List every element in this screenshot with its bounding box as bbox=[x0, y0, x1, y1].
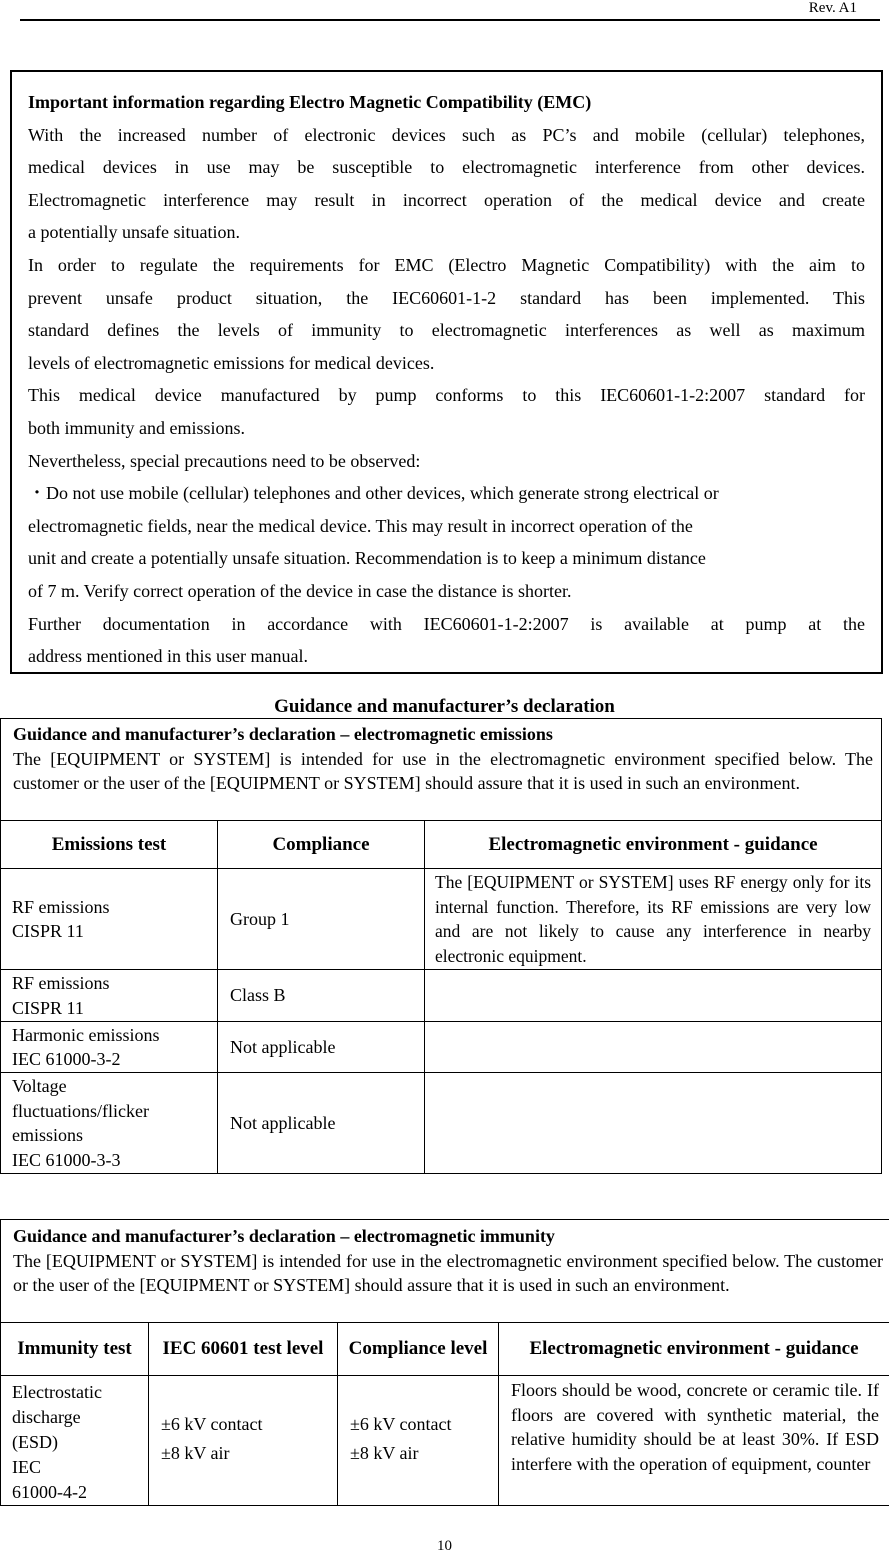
emc-line: Further documentation in accordance with IEC60601-1-2:2007 is available at pump at the bbox=[28, 608, 865, 641]
emissions-table bbox=[0, 718, 882, 1174]
emc-box-title: Important information regarding Electro Magnetic Compatibility (EMC) bbox=[28, 86, 865, 119]
cell-line: ±8 kV air bbox=[161, 1439, 333, 1468]
emc-line: standard defines the levels of immunity to electromagnetic interferences as well as maximum bbox=[28, 314, 865, 347]
cell-line: ±6 kV contact bbox=[161, 1410, 333, 1439]
cell-line: emissions bbox=[12, 1123, 217, 1148]
compliance-cell: Not applicable bbox=[218, 1022, 425, 1073]
cell-line: discharge bbox=[12, 1405, 144, 1430]
emc-line: Nevertheless, special precautions need to be observed: bbox=[28, 445, 865, 478]
cell-line: IEC 61000-3-3 bbox=[12, 1148, 217, 1173]
cell-line: IEC 61000-3-2 bbox=[12, 1047, 217, 1072]
immunity-table-title: Guidance and manufacturer’s declaration – electromagnetic immunity bbox=[13, 1224, 883, 1249]
cell-line: ±6 kV contact bbox=[350, 1410, 494, 1439]
guidance-cell bbox=[425, 1022, 882, 1073]
column-header: Compliance level bbox=[338, 1323, 499, 1376]
cell-line: Electrostatic bbox=[12, 1380, 144, 1405]
emc-line: prevent unsafe product situation, the IEC60601-1-2 standard has been implemented. This bbox=[28, 282, 865, 315]
compliance-cell: Group 1 bbox=[218, 869, 425, 970]
cell-line: fluctuations/flicker bbox=[12, 1099, 217, 1124]
test-level-cell bbox=[149, 1376, 338, 1506]
guidance-cell: The [EQUIPMENT or SYSTEM] uses RF energy only for its internal function. Therefore, its RF emissions are very low and are not likely to cause any interference in nearby electronic equipment. bbox=[425, 869, 882, 970]
column-header: Immunity test bbox=[1, 1323, 149, 1376]
emc-line: Electromagnetic interference may result in incorrect operation of the medical device and create bbox=[28, 184, 865, 217]
cell-line: IEC bbox=[12, 1455, 144, 1480]
table-row bbox=[1, 1073, 882, 1174]
compliance-level-cell bbox=[338, 1376, 499, 1506]
emissions-table-intro bbox=[1, 719, 882, 821]
emc-line: With the increased number of electronic devices such as PC’s and mobile (cellular) telephones, bbox=[28, 119, 865, 152]
emissions-test-cell bbox=[1, 1022, 218, 1073]
emissions-test-cell bbox=[1, 869, 218, 970]
immunity-table-intro bbox=[1, 1220, 889, 1323]
cell-line: CISPR 11 bbox=[12, 919, 217, 944]
emc-line: levels of electromagnetic emissions for medical devices. bbox=[28, 347, 865, 380]
emc-line: medical devices in use may be susceptible to electromagnetic interference from other devices. bbox=[28, 151, 865, 184]
table-row bbox=[1, 970, 882, 1022]
table-row bbox=[1, 1022, 882, 1073]
cell-line: Harmonic emissions bbox=[12, 1023, 217, 1048]
cell-line: RF emissions bbox=[12, 971, 217, 996]
emc-line: address mentioned in this user manual. bbox=[28, 640, 865, 673]
emissions-table-title: Guidance and manufacturer’s declaration – electromagnetic emissions bbox=[13, 722, 873, 747]
emc-line: both immunity and emissions. bbox=[28, 412, 865, 445]
cell-line: CISPR 11 bbox=[12, 996, 217, 1021]
table-row bbox=[1, 869, 882, 970]
cell-line: ±8 kV air bbox=[350, 1439, 494, 1468]
emc-line: unit and create a potentially unsafe situation. Recommendation is to keep a minimum distance bbox=[28, 542, 865, 575]
section-heading: Guidance and manufacturer’s declaration bbox=[0, 696, 889, 718]
cell-line: RF emissions bbox=[12, 895, 217, 920]
column-header: Emissions test bbox=[1, 821, 218, 869]
emc-line: a potentially unsafe situation. bbox=[28, 216, 865, 249]
revision-label: Rev. A1 bbox=[809, 0, 857, 17]
page-number: 10 bbox=[0, 1538, 889, 1555]
compliance-cell: Not applicable bbox=[218, 1073, 425, 1174]
emc-line: This medical device manufactured by pump conforms to this IEC60601-1-2:2007 standard for bbox=[28, 379, 865, 412]
guidance-cell: Floors should be wood, concrete or ceramic tile. If floors are covered with synthetic material, the relative humidity should be at least 30%. If ESD interfere with the operation of equipment, counter bbox=[499, 1376, 889, 1506]
cell-line: (ESD) bbox=[12, 1430, 144, 1455]
immunity-test-cell bbox=[1, 1376, 149, 1506]
emc-line: electromagnetic fields, near the medical device. This may result in incorrect operation of the bbox=[28, 510, 865, 543]
header-rule bbox=[20, 19, 880, 21]
column-header: Compliance bbox=[218, 821, 425, 869]
column-header: IEC 60601 test level bbox=[149, 1323, 338, 1376]
immunity-table-description: The [EQUIPMENT or SYSTEM] is intended for use in the electromagnetic environment specified below. The customer or the user of the [EQUIPMENT or SYSTEM] should assure that it is used in such an environment. bbox=[13, 1249, 883, 1298]
column-header: Electromagnetic environment - guidance bbox=[425, 821, 882, 869]
emissions-table-description: The [EQUIPMENT or SYSTEM] is intended for use in the electromagnetic environment specified below. The customer or the user of the [EQUIPMENT or SYSTEM] should assure that it is used in such an environment. bbox=[13, 747, 873, 796]
cell-line: 61000-4-2 bbox=[12, 1480, 144, 1505]
column-header: Electromagnetic environment - guidance bbox=[499, 1323, 889, 1376]
guidance-cell bbox=[425, 1073, 882, 1174]
emc-bullet-line: ・Do not use mobile (cellular) telephones and other devices, which generate strong electrical or bbox=[28, 477, 865, 510]
cell-line: Voltage bbox=[12, 1074, 217, 1099]
emc-information-box bbox=[10, 70, 883, 674]
table-row bbox=[1, 1376, 889, 1506]
compliance-cell: Class B bbox=[218, 970, 425, 1022]
emc-line: of 7 m. Verify correct operation of the device in case the distance is shorter. bbox=[28, 575, 865, 608]
emc-line: In order to regulate the requirements for EMC (Electro Magnetic Compatibility) with the aim to bbox=[28, 249, 865, 282]
emissions-test-cell bbox=[1, 1073, 218, 1174]
emissions-test-cell bbox=[1, 970, 218, 1022]
guidance-cell bbox=[425, 970, 882, 1022]
immunity-table bbox=[0, 1219, 889, 1506]
